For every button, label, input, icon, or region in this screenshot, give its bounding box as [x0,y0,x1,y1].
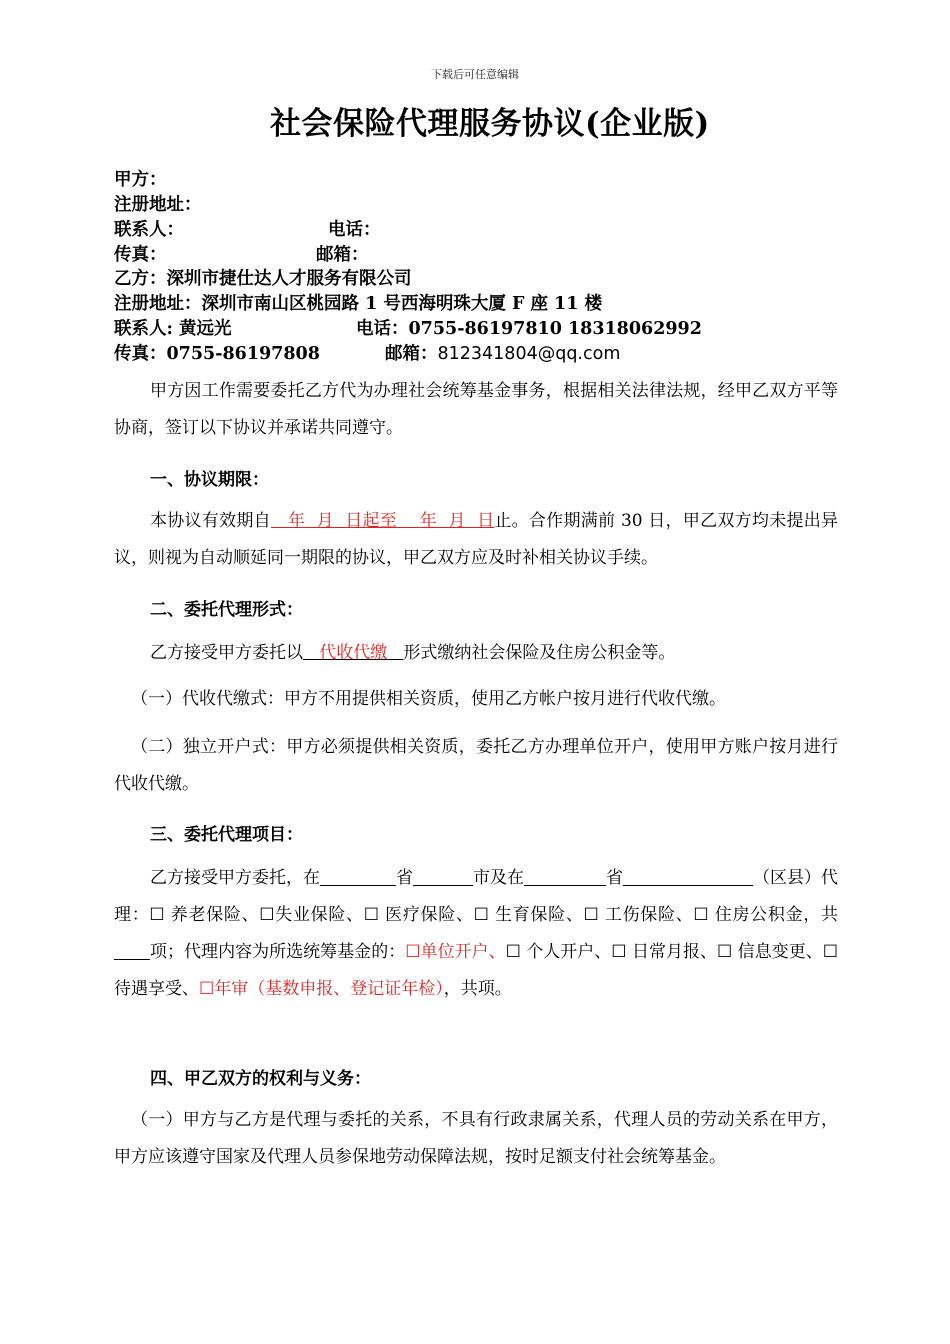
section-3-paragraph: 乙方接受甲方委托，在 省 市及在 省 （区县）代理：☐ 养老保险、☐失业保险、☐ 医疗保险、☐ 生育保险、☐ 工伤保险、☐ 住房公积金，共项；代理内容为所选统筹基金的：☐单位开户、☐ 个人开户、☐ 日常月报、☐ 信息变更、☐ 待遇享受、☐年审（基数申报、登记证年检），共项。 [114,868,838,999]
party-b-address: 注册地址：深圳市南山区桃园路 1 号西海明珠大厦 F 座 11 楼 [114,294,603,314]
party-b-email-value: 812341804@qq.com [437,344,621,364]
entrust-form-blank: 代收代缴 [319,643,388,663]
section-1-heading: 一、协议期限： [150,470,269,490]
section-2-heading: 二、委托代理形式： [150,600,303,620]
party-b-contact: 联系人: 黄远光 [114,319,232,339]
party-a-contact: 联系人： [114,220,184,240]
section-4-paragraph-1: （一）甲方与乙方是代理与委托的关系，不具有行政隶属关系，代理人员的劳动关系在甲方，甲方应该遵守国家及代理人员参保地劳动保障法规，按时足额支付社会统筹基金。 [114,1110,838,1167]
party-a-address: 注册地址： [114,195,202,215]
section-2-paragraph-2: （一）代收代缴式：甲方不用提供相关资质，使用乙方帐户按月进行代收代缴。 [131,689,726,709]
item-count-blank[interactable] [114,942,150,960]
intro-paragraph: 甲方因工作需要委托乙方代为办理社会统筹基金事务，根据相关法律法规，经甲乙双方平等协商，签订以下协议并承诺共同遵守。 [114,381,838,438]
party-b-email: 邮箱：812341804@qq.com [385,344,621,364]
district-blank[interactable] [623,868,753,886]
party-a-email: 邮箱： [316,245,369,265]
party-a-phone: 电话： [328,220,381,240]
party-a-fax: 传真： [114,245,167,265]
party-b-phone: 电话：0755-86197810 18318062992 [356,319,702,339]
header-note: 下载后可任意编辑 [431,68,519,81]
party-a-name: 甲方： [114,170,167,190]
document-title: 社会保险代理服务协议(企业版) [270,106,710,142]
section-1-paragraph: 本协议有效期自 年 月 日起至 年 月 日止。合作期满前 30 日，甲乙双方均未提出异议，则视为自动顺延同一期限的协议，甲乙双方应及时补相关协议手续。 [114,511,839,568]
section-3-heading: 三、委托代理项目： [150,825,303,845]
province-blank-2[interactable] [524,868,606,886]
city-blank[interactable] [413,868,473,886]
party-b-name: 乙方：深圳市捷仕达人才服务有限公司 [114,269,412,289]
section-4-heading: 四、甲乙双方的权利与义务： [150,1069,371,1089]
province-blank-1[interactable] [320,868,396,886]
section-2-paragraph-3: （二）独立开户式：甲方必须提供相关资质，委托乙方办理单位开户，使用甲方账户按月进行代收代缴。 [114,737,838,794]
party-b-fax: 传真：0755-86197808 [114,344,320,364]
date-blank-start: 年 月 日起至 年 月 日 [287,511,495,531]
section-2-paragraph-1: 乙方接受甲方委托以 代收代缴 形式缴纳社会保险及住房公积金等。 [150,643,676,663]
